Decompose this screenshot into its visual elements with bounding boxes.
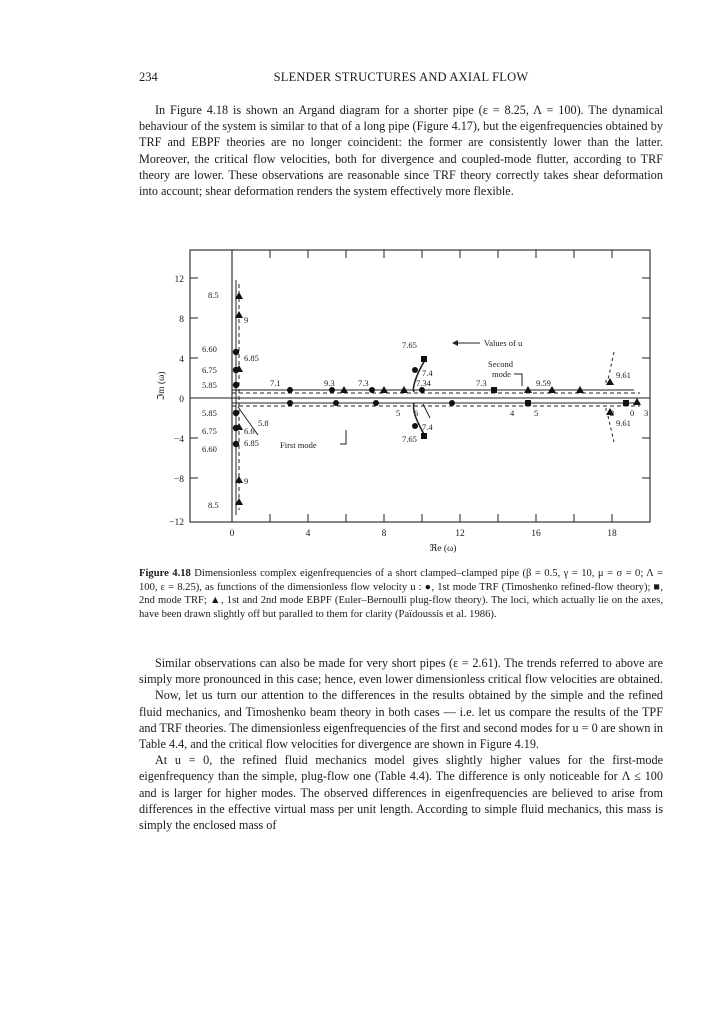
y-tick-label: −4	[173, 435, 184, 445]
point-label: 5	[534, 408, 539, 418]
x-tick-label: 12	[455, 529, 465, 539]
point-label: 9.61	[616, 370, 631, 380]
point-label: 2	[610, 408, 615, 418]
paragraph-top: In Figure 4.18 is shown an Argand diagram for a shorter pipe (ε = 8.25, Λ = 100). The dynamical behaviour of the system is similar to that of a long pipe (Figure 4.17), but the eigenfrequencies obtained by TRF and EBPF theories are no longer coincident: the former are consistently lower than the latter. Moreover, the critical flow velocities, both for divergence and coupled-mode flutter, according to TRF theory are lower. These observations are reasonable since TRF theory correctly takes shear deformation into account; shear deformation renders the system effectively more flexible.	[139, 103, 663, 199]
annotation-second-mode: mode	[492, 369, 511, 379]
point-label: 5.85	[202, 408, 217, 418]
point-label: 9.61	[616, 418, 631, 428]
point-label: 7.4	[422, 368, 433, 378]
point-label: 4	[510, 408, 515, 418]
figure-number: Figure 4.18	[139, 568, 191, 579]
point-label: 8.5	[208, 290, 219, 300]
point-label: 9	[244, 476, 249, 486]
point-label: 8.5	[208, 500, 219, 510]
point-label: 7.65	[402, 340, 417, 350]
y-tick-label: 8	[179, 315, 184, 325]
point-label: 6.85	[244, 438, 259, 448]
point-label: 6.60	[202, 344, 217, 354]
first-mode-pointer	[340, 430, 346, 444]
point-label: 6.60	[202, 444, 217, 454]
bottom-ticks	[270, 514, 612, 522]
figure-caption	[139, 567, 663, 621]
point-label: 9.59	[536, 378, 551, 388]
point-label: 5	[396, 408, 401, 418]
paragraph: At u = 0, the refined fluid mechanics model gives slightly higher values for the first-mode eigenfrequency than the simple, plug-flow one (Table 4.4). The difference is only noticeable for Λ ≤ 100 and is larger for higher modes. The observed differences in eigenfrequencies are believed to arise from differences in the effective virtual mass per unit length. According to simple fluid mechanics, this mass is simply the enclosed mass of	[139, 753, 663, 833]
ebpf-second-mode-locus	[608, 352, 614, 442]
point-label: 9.3	[324, 378, 335, 388]
point-label: 5.85	[202, 380, 217, 390]
point-label: 5.8	[258, 418, 269, 428]
y-tick-label: 0	[179, 395, 184, 405]
point-label: 9	[244, 315, 249, 325]
point-label: 6.75	[202, 365, 217, 375]
point-label: 7.4	[422, 422, 433, 432]
x-tick-label: 8	[381, 529, 387, 539]
y-tick-label: −12	[169, 518, 184, 528]
point-label: 6.85	[244, 353, 259, 363]
point-label: 7.34	[416, 378, 431, 388]
page-header	[139, 70, 663, 90]
paragraph: Now, let us turn our attention to the differences in the results obtained by the simple and the refined fluid mechanics, and Timoshenko beam theory in both cases — i.e. let us compare the results of the TPF and TRF theories. The dimensionless eigenfrequencies of the first and second modes for u = 0 are shown in Table 4.4, and the critical flow velocities for divergence are shown in Figure 4.19.	[139, 688, 663, 752]
x-tick-label: 16	[531, 529, 541, 539]
x-tick-label: 18	[607, 529, 617, 539]
x-tick-label: 4	[305, 529, 311, 539]
paragraph: Similar observations can also be made for very short pipes (ε = 2.61). The trends referred to above are simply more pronounced in this case; hence, even lower dimensionless critical flow velocities are obtained.	[139, 656, 663, 687]
point-label: 0	[630, 408, 635, 418]
y-axis-label: ℑm (ω)	[157, 371, 167, 401]
point-labels	[202, 290, 648, 510]
point-label: 7.3	[358, 378, 369, 388]
page-number: 234	[139, 70, 158, 84]
argand-diagram-figure	[140, 240, 660, 560]
point-label: 7.65	[402, 434, 417, 444]
point-label: 6.6	[244, 426, 255, 436]
running-title: SLENDER STRUCTURES AND AXIAL FLOW	[273, 70, 529, 84]
x-tick-label: 0	[229, 529, 235, 539]
body-text-bottom	[139, 655, 663, 833]
argand-diagram	[140, 240, 660, 560]
point-label: 7.3	[476, 378, 487, 388]
point-label: 6	[414, 408, 419, 418]
y-tick-label: −8	[173, 475, 184, 485]
point-label: 6.75	[202, 426, 217, 436]
second-mode-pointer	[514, 374, 522, 386]
annotation-second-mode: Second	[488, 359, 514, 369]
top-ticks	[232, 250, 612, 258]
annotation-values-of-u: Values of u	[484, 338, 523, 348]
caption-text: Dimensionless complex eigenfrequencies of a short clamped–clamped pipe (β = 0.5, γ = 10, μ = σ = 0; Λ = 100, ε = 8.25), as functions of the dimensionless flow velocity u : ●, 1st mode TRF (Timoshenko refined-flow theory); ■, 2nd mode TRF; ▲, 1st and 2nd mode EBPF (Euler–Bernoulli plug-flow theory). The loci, which actually lie on the axes, have been drawn slightly off but paralled to them for clarity (Païdoussis et al. 1986).	[139, 568, 663, 620]
point-label: 3	[644, 408, 649, 418]
arrowhead	[452, 340, 458, 346]
y-tick-label: 4	[179, 355, 184, 365]
y-tick-label: 12	[174, 275, 184, 285]
x-axis-label: ℜe (ω)	[429, 544, 457, 554]
annotation-first-mode: First mode	[280, 440, 317, 450]
point-label: 7.1	[270, 378, 281, 388]
